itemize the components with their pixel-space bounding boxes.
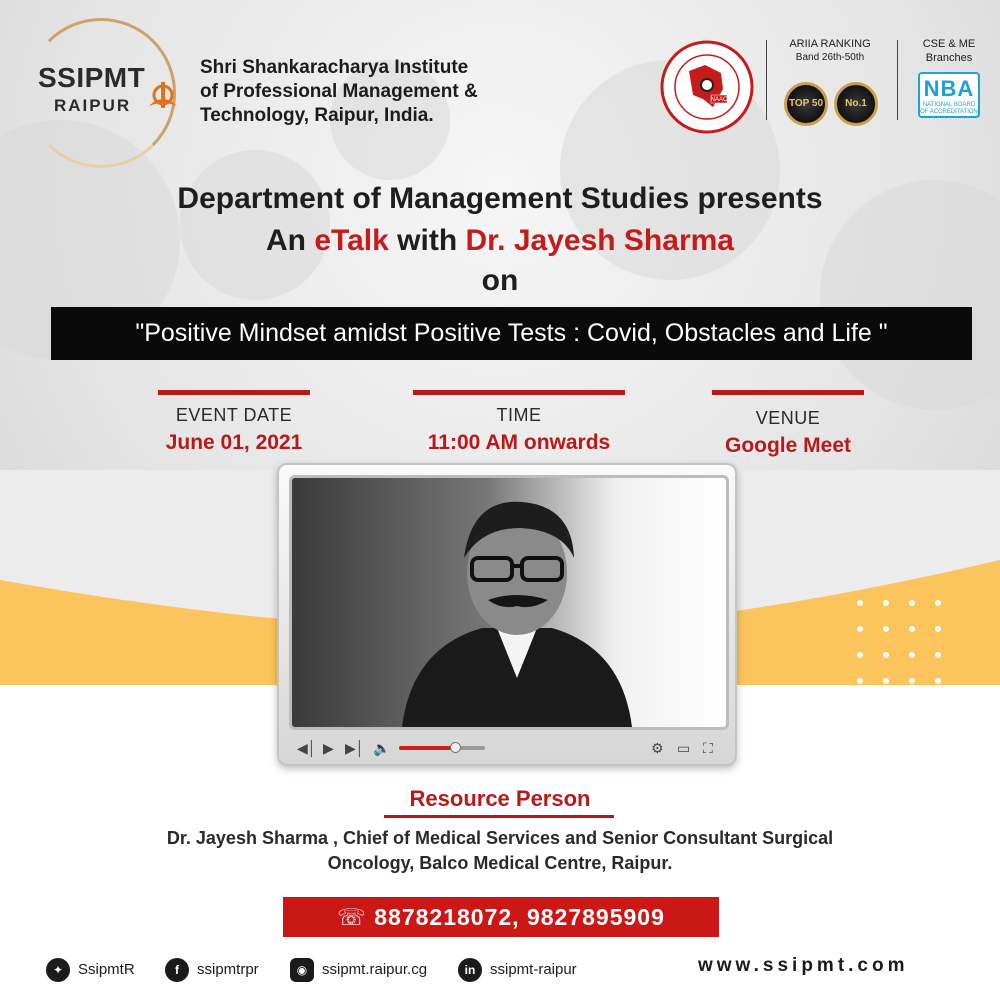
rule	[712, 390, 864, 395]
volume-icon[interactable]: 🔈	[373, 740, 391, 756]
logo-text: SSIPMT	[38, 62, 146, 93]
institute-name	[200, 56, 540, 128]
cse-title: CSE & ME	[922, 38, 976, 50]
instagram-icon: ◉	[290, 958, 314, 982]
venue-value: Google Meet	[724, 434, 851, 457]
volume-knob[interactable]	[450, 742, 461, 753]
naac-label: NAAC	[710, 97, 728, 103]
dot	[50, 820, 56, 826]
twitter-handle: SsipmtR	[78, 961, 135, 978]
divider	[897, 40, 898, 120]
etalk-word: eTalk	[314, 224, 389, 257]
on-line: on	[481, 264, 519, 297]
institute-line: of Professional Management &	[200, 81, 478, 102]
speaker-photo	[292, 478, 726, 727]
dot	[935, 678, 941, 684]
topic-banner: "Positive Mindset amidst Positive Tests : Covid, Obstacles and Life "	[51, 307, 972, 360]
resource-person-description	[60, 826, 940, 876]
twitter-icon: ✦	[46, 958, 70, 982]
ariia-title: ARIIA RANKING	[789, 38, 871, 50]
institute-line: Shri Shankaracharya Institute	[200, 57, 469, 78]
gear-icon[interactable]: ⚙	[651, 740, 664, 756]
institute-line: Technology, Raipur, India.	[200, 105, 434, 126]
resource-person-title: Resource Person	[409, 786, 591, 811]
cse-subtitle: Branches	[925, 52, 973, 64]
dot	[857, 678, 863, 684]
phone-numbers: 8878218072, 9827895909	[374, 904, 665, 930]
etalk-with: with	[388, 224, 466, 257]
rule	[413, 390, 625, 395]
resource-line: Oncology, Balco Medical Centre, Raipur.	[327, 853, 673, 873]
fullscreen-icon[interactable]: ⛶	[703, 740, 713, 756]
video-player	[277, 463, 737, 766]
dot	[50, 760, 56, 766]
time-block	[413, 390, 625, 455]
player-controls	[295, 737, 725, 759]
logo-city: RAIPUR	[54, 96, 132, 115]
dot	[909, 678, 915, 684]
presenter-line: Department of Management Studies presents	[177, 182, 823, 215]
dot	[857, 626, 863, 632]
naac-seal	[659, 39, 755, 135]
event-date-value: June 01, 2021	[165, 431, 303, 454]
dot	[909, 652, 915, 658]
dot	[857, 600, 863, 606]
dot	[883, 652, 889, 658]
play-icon[interactable]: ▶	[323, 740, 334, 756]
event-date-label: EVENT DATE	[175, 405, 293, 425]
dot	[857, 652, 863, 658]
dot	[30, 760, 36, 766]
dot	[883, 626, 889, 632]
title-underline	[384, 815, 614, 818]
etalk-prefix: An	[266, 224, 315, 257]
lotus-emblem-icon	[144, 78, 182, 116]
no1-badge: No.1	[834, 82, 878, 126]
top50-badge: TOP 50	[784, 82, 828, 126]
nba-logo	[918, 72, 980, 118]
dot	[935, 652, 941, 658]
dot	[30, 820, 36, 826]
volume-fill	[399, 746, 455, 750]
etalk-line	[0, 224, 1000, 258]
venue-label: VENUE	[755, 408, 821, 428]
phone-banner[interactable]	[283, 897, 719, 937]
time-label: TIME	[496, 405, 542, 425]
website-link[interactable]: www.ssipmt.com	[698, 955, 909, 976]
volume-slider[interactable]	[399, 746, 485, 750]
facebook-handle: ssipmtrpr	[197, 961, 259, 978]
dot	[883, 678, 889, 684]
phone-icon: ☏	[337, 904, 367, 930]
dot	[935, 600, 941, 606]
dot	[883, 600, 889, 606]
ariia-band: Band 26th-50th	[795, 52, 865, 63]
skip-forward-icon[interactable]: ▶│	[345, 740, 365, 756]
video-screen[interactable]	[289, 475, 729, 730]
event-date-block	[158, 390, 310, 455]
linkedin-handle: ssipmt-raipur	[490, 961, 577, 978]
rule	[158, 390, 310, 395]
speaker-name: Dr. Jayesh Sharma	[465, 224, 734, 257]
venue-block	[712, 390, 864, 458]
resource-line: Dr. Jayesh Sharma , Chief of Medical Services and Senior Consultant Surgical	[166, 828, 834, 848]
dot	[935, 626, 941, 632]
dot	[909, 600, 915, 606]
dot	[909, 626, 915, 632]
instagram-handle: ssipmt.raipur.cg	[322, 961, 428, 978]
facebook-icon: f	[165, 958, 189, 982]
skip-back-icon[interactable]: ◀│	[297, 740, 317, 756]
nba-logo-subtext: NATIONAL BOARD OF ACCREDITATION	[920, 102, 978, 115]
nba-logo-text: NBA	[923, 76, 975, 101]
divider	[766, 40, 767, 120]
theater-icon[interactable]: ▭	[677, 740, 691, 756]
time-value: 11:00 AM onwards	[427, 431, 611, 454]
linkedin-icon: in	[458, 958, 482, 982]
